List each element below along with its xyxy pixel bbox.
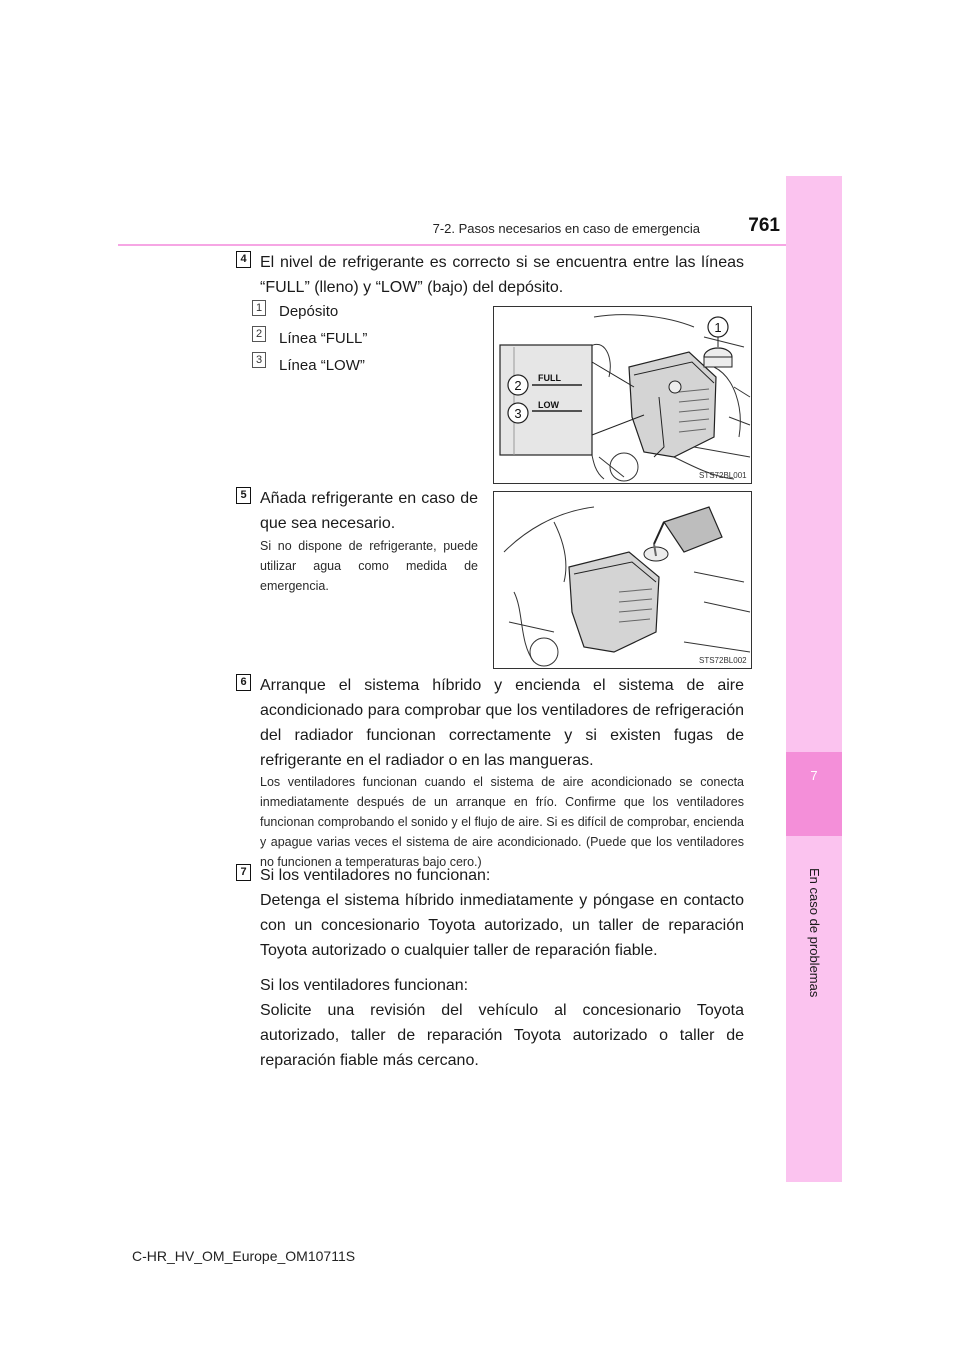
step-5-text: Añada refrigerante en caso de que sea necesario. [260,490,478,532]
callout-badge-2: 2 [252,326,266,342]
chapter-title: En caso de problemas [807,868,822,998]
step-7-body-b: Solicite una revisión del vehículo al concesionario Toyota autorizado, taller de reparación Toyota autorizado o taller de reparación fiable más cercano. [260,1002,744,1069]
step-4-text: El nivel de refrigerante es correcto si se encuentra entre las líneas “FULL” (lleno) y “LOW” (bajo) del depósito. [260,254,744,296]
step-7-block-b [260,973,744,1073]
step-7-block-a [260,863,744,963]
figure-callout-3: 3 [514,406,522,421]
step-7-body-a: Detenga el sistema híbrido inmediatamente y póngase en contacto con un concesionario Toyota autorizado, un taller de reparación Toyota autorizado o cualquier taller de reparación fiable. [260,892,744,959]
page-number: 761 [748,215,780,236]
section-title: 7-2. Pasos necesarios en caso de emergencia [432,221,700,236]
add-coolant-figure [493,491,752,669]
add-coolant-illustration [494,492,751,668]
figure-full-label: FULL [538,373,561,383]
step-badge-4: 4 [236,251,251,268]
engine-bay-illustration [494,307,751,483]
step-6-note: Los ventiladores funcionan cuando el sistema de aire acondicionado se conecta inmediatamente después de un arranque en frío. Confirme que los ventiladores funcionan comprobando el sonido y el flujo de aire. Si es difícil de comprobar, encienda y apague varias veces el sistema de aire acondicionado. (Puede que los ventiladores no funcionen a temperaturas bajo cero.) [260,775,744,869]
figure-low-label: LOW [538,400,559,410]
figure-callout-2: 2 [514,378,522,393]
step-badge-6: 6 [236,674,251,691]
step-5-note: Si no dispone de refrigerante, puede utilizar agua como medida de emergencia. [260,539,478,593]
step-7-title-b: Si los ventiladores funcionan: [260,977,469,994]
header-rule [118,244,786,246]
callout-badge-3: 3 [252,352,266,368]
figure-callout-1: 1 [714,320,722,335]
chapter-tab-highlight [786,752,842,836]
document-code: C-HR_HV_OM_Europe_OM10711S [132,1248,356,1264]
figure-code-1: STS72BL001 [699,471,747,480]
callout-label-deposit: Depósito [279,303,339,320]
step-6-text: Arranque el sistema híbrido y encienda el sistema de aire acondicionado para comprobar que los ventiladores de refrigeración del radiador funcionan correctamente y si existen fugas de refrigerante en el radiador o en las mangueras. [260,677,744,769]
callout-label-full: Línea “FULL” [279,330,368,347]
chapter-side-tab [786,176,842,1182]
step-badge-7: 7 [236,864,251,881]
step-badge-5: 5 [236,487,251,504]
callout-badge-1: 1 [252,300,266,316]
coolant-reservoir-figure [493,306,752,484]
callout-label-low: Línea “LOW” [279,357,365,374]
chapter-number: 7 [810,768,818,783]
step-7-title-a: Si los ventiladores no funcionan: [260,867,491,884]
figure-code-2: STS72BL002 [699,656,747,665]
